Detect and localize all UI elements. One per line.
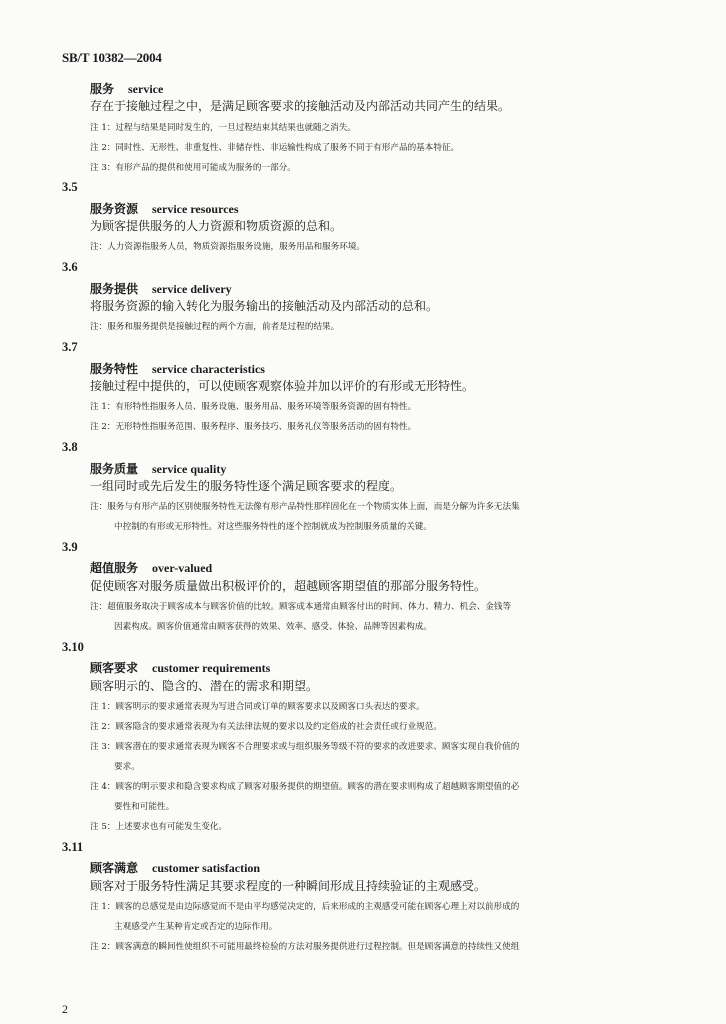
term-definition: 接触过程中提供的，可以使顾客观察体验并加以评价的有形或无形特性。 <box>90 379 475 393</box>
note-line: 中控制的有形或无形特性。对这些服务特性的逐个控制就成为控制服务质量的关键。 <box>114 522 432 532</box>
note: 注 1：有形特性指服务人员、服务设施、服务用品、服务环境等服务资源的固有特性。 <box>90 402 417 412</box>
note-line: 注：超值服务取决于顾客成本与顾客价值的比较。顾客成本通常由顾客付出的时间、体力、精力、机会、金钱等 <box>90 602 512 612</box>
term-definition: 将服务资源的输入转化为服务输出的接触活动及内部活动的总和。 <box>90 299 439 313</box>
note <box>90 777 670 817</box>
note-line: 注 3：顾客潜在的要求通常表现为顾客不合理要求或与组织服务等级不符的要求的改进要求、顾客实现自我价值的 <box>90 742 520 752</box>
term-definition: 顾客明示的、隐含的、潜在的需求和期望。 <box>90 679 319 693</box>
note-line: 注 1：顾客的总感觉是由边际感觉而不是由平均感觉决定的，后来形成的主观感受可能在顾客心理上对以前形成的 <box>90 902 520 912</box>
term-en: customer satisfaction <box>152 861 261 875</box>
term-zh: 服务 <box>90 82 115 96</box>
standard-code-header: SB/T 10382—2004 <box>62 50 162 65</box>
page-number: 2 <box>62 1002 68 1016</box>
term-heading <box>90 859 260 876</box>
clause-number: 3.11 <box>62 840 84 854</box>
note: 注 3：有形产品的提供和使用可能成为服务的一部分。 <box>90 163 296 173</box>
term-definition: 为顾客提供服务的人力资源和物质资源的总和。 <box>90 219 343 233</box>
note <box>90 737 670 777</box>
term-en: service resources <box>152 202 239 216</box>
term-zh: 顾客要求 <box>90 661 139 675</box>
term-zh: 顾客满意 <box>90 861 139 875</box>
note: 注 2：同时性、无形性、非重复性、非储存性、非运输性构成了服务不同于有形产品的基本特征。 <box>90 143 460 153</box>
term-en: service delivery <box>152 282 232 296</box>
term-heading <box>90 460 226 477</box>
note: 注 1：过程与结果是同时发生的，一旦过程结束其结果也就随之消失。 <box>90 123 357 133</box>
term-en: customer requirements <box>152 661 271 675</box>
term-definition: 促使顾客对服务质量做出积极评价的，超越顾客期望值的那部分服务特性。 <box>90 579 487 593</box>
note: 注 5：上述要求也有可能发生变化。 <box>90 822 228 832</box>
term-heading <box>90 80 163 97</box>
clause-number: 3.10 <box>62 640 84 654</box>
clause-number: 3.8 <box>62 440 78 454</box>
term-en: over-valued <box>152 561 213 575</box>
note <box>90 497 670 537</box>
term-definition: 一组同时或先后发生的服务特性逐个满足顾客要求的程度。 <box>90 479 403 493</box>
note: 注：服务和服务提供是接触过程的两个方面，前者是过程的结果。 <box>90 322 340 332</box>
note-line: 注 4：顾客的明示要求和隐含要求构成了顾客对服务提供的期望值。顾客的潜在要求则构成了超越顾客期望值的必 <box>90 782 520 792</box>
note-line: 要求。 <box>114 762 140 772</box>
note <box>90 897 670 937</box>
term-heading <box>90 200 239 217</box>
note: 注 2：无形特性指服务范围、服务程序、服务技巧、服务礼仪等服务活动的固有特性。 <box>90 422 417 432</box>
note-line: 注：服务与有形产品的区别使服务特性无法像有形产品特性那样固化在一个物质实体上面，而是分解为许多无法集 <box>90 502 520 512</box>
note: 注 2：顾客隐含的要求通常表现为有关法律法规的要求以及约定俗成的社会责任或行业规范。 <box>90 722 442 732</box>
term-definition: 顾客对于服务特性满足其要求程度的一种瞬间形成且持续验证的主观感受。 <box>90 879 487 893</box>
note-line: 主观感受产生某种肯定或否定的边际作用。 <box>114 922 278 932</box>
note-line: 要性和可能性。 <box>114 802 175 812</box>
term-heading <box>90 360 265 377</box>
term-zh: 超值服务 <box>90 561 139 575</box>
term-zh: 服务特性 <box>90 362 139 376</box>
term-heading <box>90 559 212 576</box>
term-en: service quality <box>152 462 227 476</box>
note: 注 2：顾客满意的瞬间性使组织不可能用最终检验的方法对服务提供进行过程控制。但是顾客满意的持续性又使组 <box>90 942 520 952</box>
term-en: service characteristics <box>152 362 265 376</box>
term-heading <box>90 659 270 676</box>
term-heading <box>90 280 232 297</box>
clause-number: 3.6 <box>62 260 78 274</box>
note-line: 因素构成。顾客价值通常由顾客获得的效果、效率、感受、体验、品牌等因素构成。 <box>114 622 432 632</box>
term-en: service <box>128 82 164 96</box>
clause-number: 3.9 <box>62 540 78 554</box>
term-zh: 服务提供 <box>90 282 139 296</box>
note: 注：人力资源指服务人员，物质资源指服务设施，服务用品和服务环境。 <box>90 242 366 252</box>
note <box>90 597 670 637</box>
clause-number: 3.7 <box>62 340 78 354</box>
term-definition: 存在于接触过程之中，是满足顾客要求的接触活动及内部活动共同产生的结果。 <box>90 99 511 113</box>
note: 注 1：顾客明示的要求通常表现为写进合同或订单的顾客要求以及顾客口头表达的要求。 <box>90 702 425 712</box>
term-zh: 服务质量 <box>90 462 139 476</box>
clause-number: 3.5 <box>62 180 78 194</box>
term-zh: 服务资源 <box>90 202 139 216</box>
